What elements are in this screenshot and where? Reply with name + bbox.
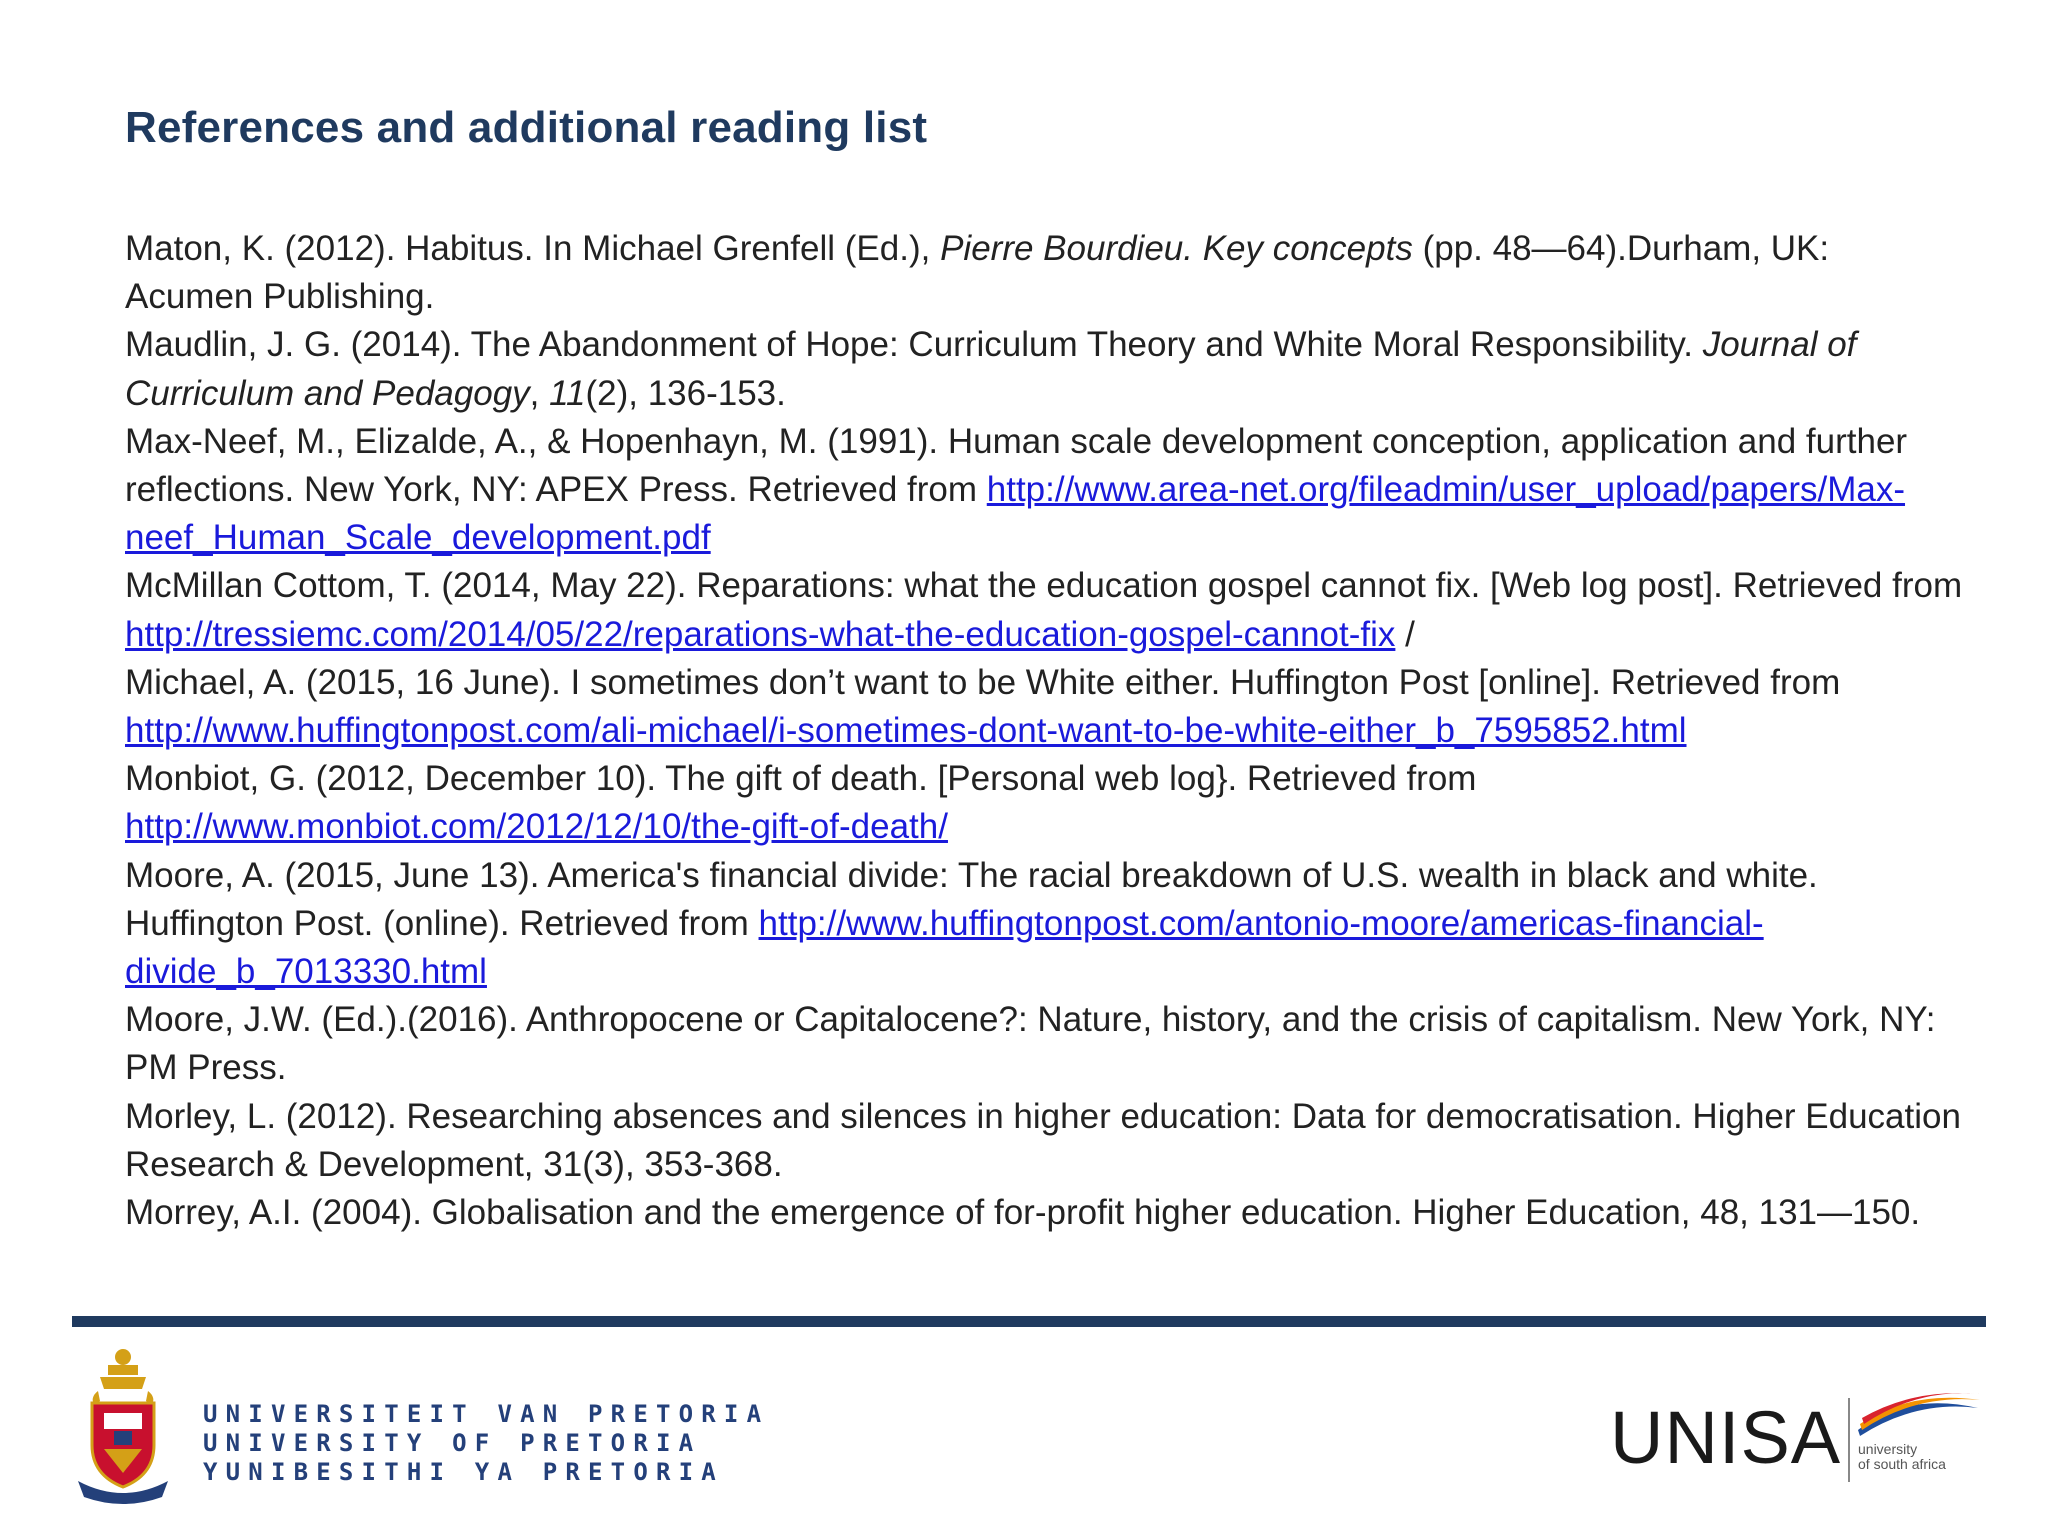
reference-item: Moore, A. (2015, June 13). America's financial divide: The racial breakdown of U.S. wealth in black and white. Huffington Post. (online). Retrieved from http://www.huffingtonpost.com/antonio-moore/americas-financial-divide_b_7013330.html (125, 855, 1818, 992)
university-of-pretoria-wordmark: UNIVERSITEIT VAN PRETORIA UNIVERSITY OF PRETORIA YUNIBESITHI YA PRETORIA (203, 1400, 770, 1486)
reference-item: Maudlin, J. G. (2014). The Abandonment of Hope: Curriculum Theory and White Moral Responsibility. Journal of Curriculum and Pedagogy, 11(2), 136-153. (125, 325, 1857, 413)
slide-title: References and additional reading list (125, 103, 928, 152)
reference-link[interactable]: http://www.huffingtonpost.com/antonio-moore/americas-financial-divide_b_7013330.html (125, 903, 1764, 992)
unisa-logo (1610, 1390, 1980, 1485)
unisa-swoosh-icon (1856, 1390, 1982, 1440)
reference-item: Moore, J.W. (Ed.).(2016). Anthropocene or Capitalocene?: Nature, history, and the crisis of capitalism. New York, NY: PM Press. (125, 1000, 1936, 1088)
reference-item: Maton, K. (2012). Habitus. In Michael Grenfell (Ed.), Pierre Bourdieu. Key concepts (pp. 48—64).Durham, UK: Acumen Publishing. (125, 229, 1830, 317)
reference-link[interactable]: http://www.monbiot.com/2012/12/10/the-gift-of-death/ (125, 807, 948, 847)
reference-link[interactable]: http://www.huffingtonpost.com/ali-michael/i-sometimes-dont-want-to-be-white-either_b_7595852.html (125, 711, 1687, 751)
reference-list (125, 225, 1965, 1237)
unisa-wordmark: UNISA (1610, 1396, 1842, 1479)
reference-item: Monbiot, G. (2012, December 10). The gift of death. [Personal web log}. Retrieved from http://www.monbiot.com/2012/12/10/the-gift-of-death/ (125, 759, 1477, 847)
unisa-tagline: university of south africa (1858, 1441, 1946, 1472)
reference-item: Morrey, A.I. (2004). Globalisation and the emergence of for-profit higher education. Higher Education, 48, 131—150. (125, 1193, 1921, 1233)
university-of-pretoria-crest-logo (70, 1345, 176, 1507)
reference-link[interactable]: http://www.area-net.org/fileadmin/user_upload/papers/Max-neef_Human_Scale_development.pdf (125, 470, 1906, 558)
reference-item: Max-Neef, M., Elizalde, A., & Hopenhayn, M. (1991). Human scale development conception, application and further reflections. New York, NY: APEX Press. Retrieved from http://www.area-net.org/fileadmin/user_upload/papers/Max-neef_Human_Scale_development.pdf (125, 421, 1908, 558)
reference-link[interactable]: http://tressiemc.com/2014/05/22/reparations-what-the-education-gospel-cannot-fix (125, 614, 1396, 654)
reference-item: McMillan Cottom, T. (2014, May 22). Reparations: what the education gospel cannot fix. [Web log post]. Retrieved from http://tressiemc.com/2014/05/22/reparations-what-the-education-gospel-cannot-fix / (125, 566, 1963, 654)
footer-divider (72, 1316, 1986, 1327)
unisa-divider (1848, 1398, 1850, 1482)
reference-item: Michael, A. (2015, 16 June). I sometimes don’t want to be White either. Huffington Post [online]. Retrieved from http://www.huffingtonpost.com/ali-michael/i-sometimes-dont-want-to-be-white-either_b_7595852.html (125, 662, 1841, 751)
reference-item: Morley, L. (2012). Researching absences and silences in higher education: Data for democratisation. Higher Education Research & Development, 31(3), 353-368. (125, 1096, 1961, 1184)
